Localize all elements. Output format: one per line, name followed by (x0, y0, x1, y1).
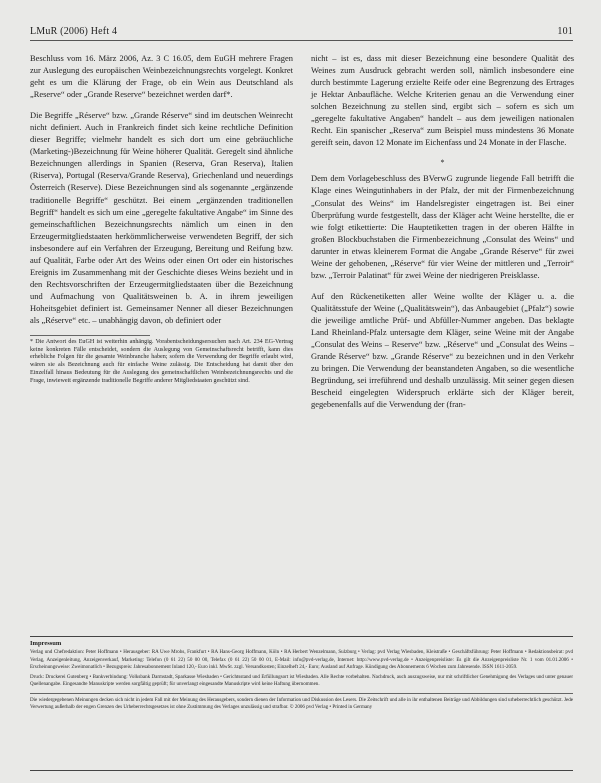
page-number: 101 (557, 26, 573, 37)
paragraph: Dem dem Vorlagebeschluss des BVerwG zugrunde liegende Fall betrifft die Klage eines Weingutinhabers in der Pfalz, der mit der Firmenbezeichnung „Consulat des Weins“ im Handelsregister eingetragen ist. Bei einer Überprüfung wurde festgestellt, dass der Kläger acht Weine herstellte, die er wie folgt etikettierte: Die Hauptetiketten tragen in der oberen Hälfte in großen Blockbuchstaben die Firmenbezeichnung „Consulat des Weins“ und darunter in etwas kleinerem Format die Angabe „Grande Réserve“ für zwei Weine der gehobenen, „Réserve“ für vier Weine der mittleren und „Terroir“ bzw. „Terroir Palatinat“ für zwei Weine der niedrigeren Preisklasse. (311, 173, 574, 280)
paragraph: Beschluss vom 16. März 2006, Az. 3 C 16.05, dem EuGH mehrere Fragen zur Auslegung des europäischen Weinbezeichnungsrechts vorgelegt. Konkret geht es um die Klärung der Frage, ob ein Wein aus Deutschland als „Reserve“ oder „Grande Reserve“ bezeichnet werden darf*. (30, 53, 293, 100)
paragraph: Die Begriffe „Réserve“ bzw. „Grande Réserve“ sind im deutschen Weinrecht nicht definiert. Auch in Frankreich findet sich keine rechtliche Definition dieser Begriffe; vielmehr handelt es sich dort um eine gebräuchliche (Marketing-)Bezeichnung für Weine höherer Qualität. Geregelt sind ähnliche Bezeichnungen allerdings in Spanien (Reserva, Gran Reserva), Italien (Riserva), Portugal (Reserva/Grande Reserva), Griechenland und neuerdings Österreich (Reserve). Diese Bezeichnungen sind als sogenannte „ergänzende traditionelle Begriffe“ geschützt. Bei einem „ergänzenden traditionellen Begriff“ handelt es sich um eine „geregelte fakultative Angabe“ im Sinne des gemeinschaftlichen Bezeichnungsrechts nämlich um einen in den Erzeugermitgliedstaaten herkömmlicherweise verwendeten Begriff, der sich insbesondere auf ein Verfahren der Erzeugung, Bereitung und Reifung bzw. auf Qualität, Farbe oder Art des Weins oder einen Ort oder ein historisches Ereignis im Zusammenhang mit der Geschichte dieses Weins bezieht und in den Rechtsvorschriften der Erzeugermitgliedstaaten über die Bezeichnung und Aufmachung von Qualitätsweinen b. A. in ihrem jeweiligen Hoheitsgebiet definiert ist. Gemeinsamer Nenner all dieser Bezeichnungen als „Réserve“ etc. – unabhängig davon, ob definiert oder (30, 110, 293, 325)
section-separator: * (440, 158, 445, 168)
right-column (311, 52, 574, 419)
legal-notice: Die wiedergegebenen Meinungen decken sich nicht in jedem Fall mit der Meinung des Herausgebers, sondern dienen der Information und Diskussion des Lesers. Die Zeitschrift und alle in ihr enthaltenen Beiträge und Abbildungen sind urheberrechtlich geschützt. Jede Verwertung außerhalb der engen Grenzen des Urheberrechtsgesetzes ist ohne Zustimmung des Verlages unzulässig und strafbar. © 2006 pvd Verlag • Printed in Germany (30, 693, 573, 712)
impressum-box (30, 636, 573, 771)
journal-citation: LMuR (2006) Heft 4 (30, 26, 118, 37)
left-column (30, 52, 293, 394)
running-header (30, 26, 573, 41)
paragraph: Auf den Rückenetiketten aller Weine wollte der Kläger u. a. die Qualitätsstufe der Weine („Qualitätswein“), das Anbaugebiet („Pfalz“) sowie die jeweilige amtliche Prüf- und Abfüller-Nummer angeben. Das beklagte Land Rheinland-Pfalz untersagte dem Kläger, seine Weine mit der Angabe „Consulat des Weins – Reserve“ bzw. „Réserve“ und „Consulat des Weins – Grande Réserve“ bzw. „Grande Réserve“ zu bezeichnen und in den Verkehr zu bringen. Die Verwendung der beanstandeten Angaben, so die wesentliche Begründung, sei irreführend und deshalb unzulässig. Mit seiner gegen diesen Bescheid eingelegten Widerspruch erklärte sich der Kläger bereit, gegebenenfalls auf die Verwendung der (fran- (311, 290, 574, 410)
impressum-text: Verlag und Chefredaktion: Peter Hoffmann • Herausgeber: RA Uwe Mrohs, Frankfurt • RA Hans-Georg Hoffmann, Köln • RA Herbert Wenzelmann, Sulzburg • Verlag: pvd Verlag Wiesbaden, Kleistraße • Geschäftsführung: Peter Hoffmann • Redaktionsbeirat: pvd Verlag, Anzeigenleitung, Anzeigenverkauf, Marketing: Telefon (0 61 22) 50 00 00, Telefax (0 61 22) 50 00 01, E-Mail: info@pvd-verlag.de, Internet: http://www.pvd-verlag.de • Anzeigenpreisliste: Es gilt die Anzeigenpreisliste Nr. 1 vom 01.01.2006 • Erscheinungsweise: Zweimonatlich • Bezugspreis: Jahresabonnement Inland 120,- Euro inkl. MwSt. zzgl. Versandkosten; Einzelheft 24,- Euro; Ausland auf Anfrage. Kündigung des Abonnements 6 Wochen zum Jahresende. ISSN 1611-2059. (30, 649, 573, 670)
footnote: * Die Antwort des EuGH ist weiterhin anhängig. Vorabentscheidungsersuchen nach Art. 234 EG-Vertrag keine konkreten Fälle entscheidet, sondern die Auslegung von Gemeinschaftsrecht betrifft, kann dies erhebliche Folgen für die gesamte Weinbranche haben; sofern die Verwendung der Begriffe erlaubt wird, wären sie als Bezeichnung auch für einfache Weine zulässig. Die Entscheidung hat damit über den Einzelfall hinaus Bedeutung für die Auslegung des gemeinschaftlichen Weinbezeichnungsrechts und die Frage, inwieweit ergänzende traditionelle Begriffe anderer Mitgliedstaaten geschützt sind. (30, 339, 293, 384)
impressum-text: Druck: Druckerei Gutenberg • Bankverbindung: Volksbank Darmstadt, Sparkasse Wiesbaden • Gerichtsstand und Erfüllungsort ist Wiesbaden. Alle Rechte vorbehalten. Nachdruck, auch auszugsweise, nur mit schriftlicher Genehmigung des Verlages und unter genauer Quellenangabe. Eingesandte Manuskripte werden sorgfältig geprüft; für unverlangt eingesandte Manuskripte wird keine Haftung übernommen. (30, 674, 573, 688)
impressum-title: Impressum (30, 640, 62, 647)
footnote-divider (30, 335, 150, 336)
paragraph: nicht – ist es, dass mit dieser Bezeichnung eine besondere Qualität des Weines zum Ausdruck gebracht werden soll, nämlich insbesondere eine durch bestimmte Lagerung erzielte Reife oder eine Begrenzung des Ertrages je Hektar Anbaufläche. Welche Kriterien genau an die Verwendung einer solchen Bezeichnung zu stellen sind, ergibt sich – sofern es sich um „geregelte fakultative Angaben“ handelt – aus dem jeweiligen nationalen Recht. Ein spanischer „Reserva“ zum Beispiel muss mindestens 36 Monate gereift sein, davon 12 Monate im Eichenfass und 24 Monate in der Flasche. (311, 53, 574, 148)
